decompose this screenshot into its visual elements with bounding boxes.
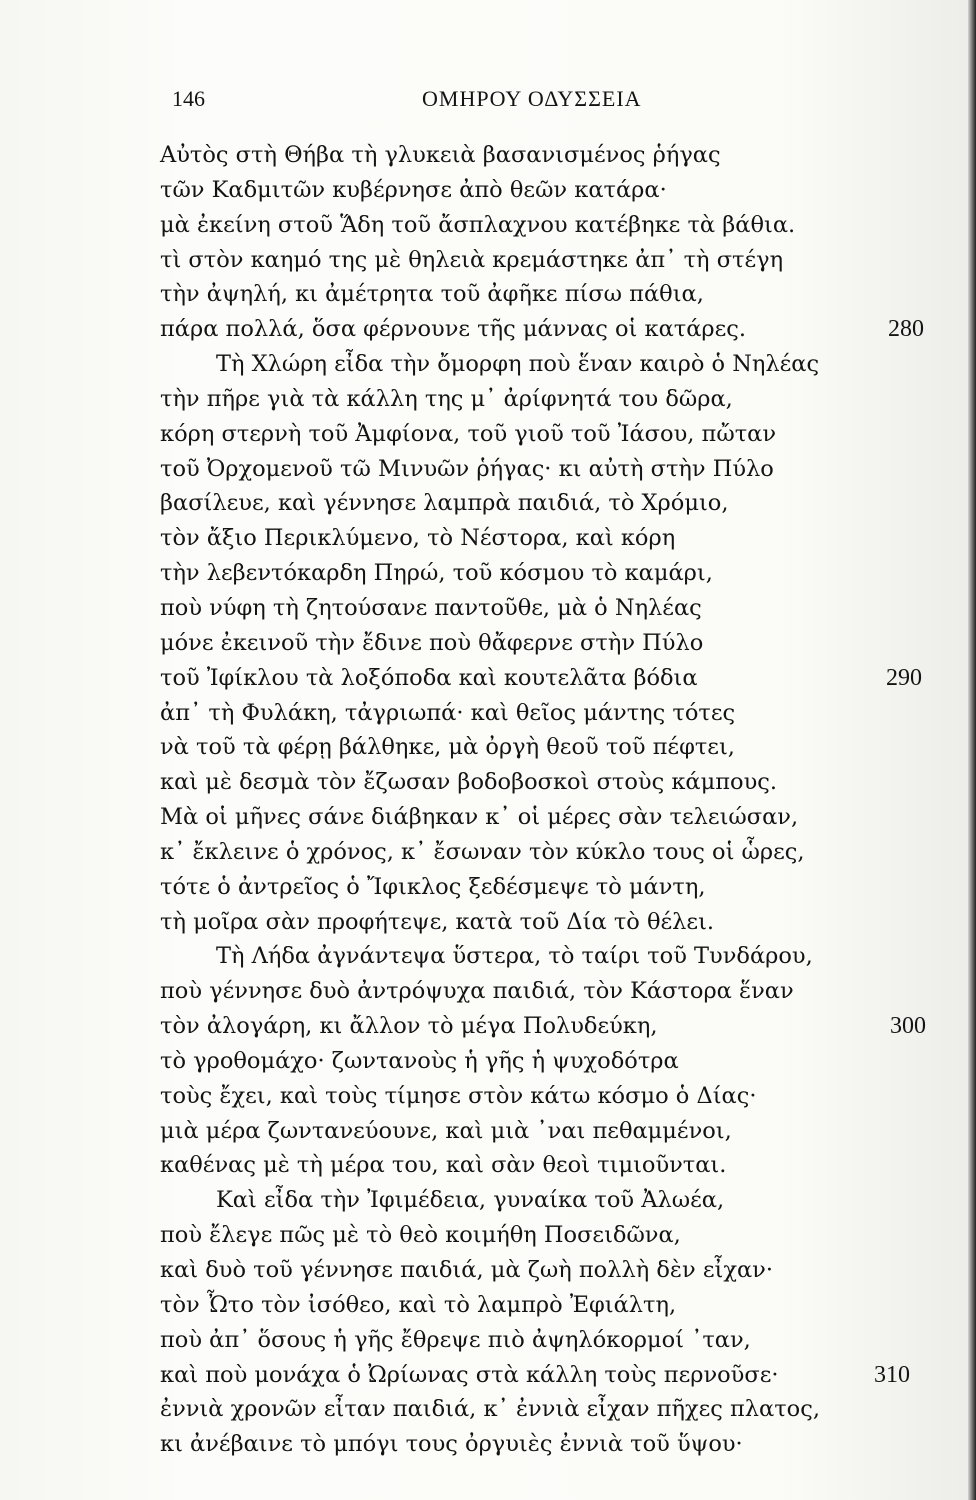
running-title: ΟΜΗΡΟΥ ΟΔΥΣΣΕΙΑ — [422, 86, 642, 111]
verse-line-text: Μὰ οἱ μῆνες σάνε διάβηκαν κ᾽ οἱ μέρες σὰν τελειώσαν, — [160, 804, 799, 831]
verse-line — [160, 974, 940, 1009]
verse-line — [160, 1323, 940, 1358]
verse-line-text: τοῦ Ὀρχομενοῦ τῶ Μινυῶν ῥήγας· κι αὐτὴ στὴν Πύλο — [160, 455, 774, 482]
verse-line — [160, 835, 940, 870]
verse-line-text: τὴν ἀψηλή, κι ἀμέτρητα τοῦ ἀφῆκε πίσω πάθια, — [160, 281, 704, 308]
verse-line-text: μόνε ἐκεινοῦ τὴν ἔδινε ποὺ θἄφερνε στὴν Πύλο — [160, 629, 704, 656]
verse-line — [160, 1148, 940, 1183]
verse-line — [160, 1253, 940, 1288]
verse-line-text: τὸν Ὦτο τὸν ἰσόθεο, καὶ τὸ λαμπρὸ Ἐφιάλτη, — [160, 1291, 677, 1318]
verse-line-text: μιὰ μέρα ζωντανεύουνε, καὶ μιὰ ᾽ναι πεθαμμένοι, — [160, 1117, 732, 1144]
page-edge-shadow — [968, 0, 976, 1500]
verse-line-text: πάρα πολλά, ὅσα φέρνουνε τῆς μάννας οἱ κατάρες. — [160, 316, 747, 343]
verse-line-text: ποὺ ἀπ᾽ ὅσους ἡ γῆς ἔθρεψε πιὸ ἀψηλόκορμοί ᾽ταν, — [160, 1326, 751, 1353]
verse-line-text: τὶ στὸν καημό της μὲ θηλειὰ κρεμάστηκε ἀπ᾽ τὴ στέγη — [160, 246, 784, 273]
line-number: 300 — [890, 1013, 926, 1040]
verse-line-text: Τὴ Λήδα ἀγνάντεψα ὕστερα, τὸ ταίρι τοῦ Τυνδάρου, — [216, 943, 813, 970]
verse-line — [160, 765, 940, 800]
verse-line-text: βασίλευε, καὶ γέννησε λαμπρὰ παιδιά, τὸ Χρόμιο, — [160, 490, 729, 517]
verse-line — [160, 1392, 940, 1427]
line-number: 280 — [888, 316, 924, 343]
verse-line — [160, 347, 940, 382]
verse-line — [160, 1218, 940, 1253]
line-number: 310 — [874, 1361, 910, 1388]
verse-line-text: κι ἀνέβαινε τὸ μπόγι τους ὀργυιὲς ἐννιὰ τοῦ ὕψου· — [160, 1431, 743, 1458]
verse-line — [160, 138, 940, 173]
verse-line-text: τὸ γροθομάχο· ζωντανοὺς ἡ γῆς ἡ ψυχοδότρα — [160, 1047, 679, 1074]
verse-line — [160, 1427, 940, 1462]
verse-line-text: τὴν πῆρε γιὰ τὰ κάλλη της μ᾽ ἀρίφνητά του δῶρα, — [160, 385, 733, 412]
verse-line — [160, 661, 940, 696]
verse-line — [160, 1079, 940, 1114]
verse-line-text: Τὴ Χλώρη εἶδα τὴν ὄμορφη ποὺ ἕναν καιρὸ ὁ Νηλέας — [216, 351, 820, 378]
verse-line — [160, 1044, 940, 1079]
verse-line-text: καὶ ποὺ μονάχα ὁ Ὠρίωνας στὰ κάλλη τοὺς περνοῦσε· — [160, 1361, 779, 1388]
page-number: 146 — [172, 86, 205, 111]
verse-line — [160, 208, 940, 243]
verse-line-text: νὰ τοῦ τὰ φέρῃ βάλθηκε, μὰ ὀργὴ θεοῦ τοῦ πέφτει, — [160, 734, 735, 761]
verse-line-text: τὴ μοῖρα σὰν προφήτεψε, κατὰ τοῦ Δία τὸ θέλει. — [160, 908, 715, 935]
verse-line — [160, 556, 940, 591]
verse-line — [160, 486, 940, 521]
verse-line-text: τὴν λεβεντόκαρδη Πηρώ, τοῦ κόσμου τὸ καμάρι, — [160, 560, 713, 587]
verse-line-text: τὸν ἀλογάρη, κι ἄλλον τὸ μέγα Πολυδεύκη, — [160, 1013, 658, 1040]
verse-line — [160, 939, 940, 974]
verse-line-text: τὸν ἄξιο Περικλύμενο, τὸ Νέστορα, καὶ κόρη — [160, 525, 676, 552]
verse-line — [160, 173, 940, 208]
verse-line — [160, 626, 940, 661]
verse-line-text: ποὺ νύφη τὴ ζητούσανε παντοῦθε, μὰ ὁ Νηλέας — [160, 594, 702, 621]
verse-line-text: τοῦ Ἰφίκλου τὰ λοξόποδα καὶ κουτελᾶτα βόδια — [160, 664, 698, 691]
verse-line-text: καὶ μὲ δεσμὰ τὸν ἔζωσαν βοδοβοσκοὶ στοὺς κάμπους. — [160, 769, 778, 796]
verse-line-text: τῶν Καδμιτῶν κυβέρνησε ἀπὸ θεῶν κατάρα· — [160, 176, 667, 203]
verse-line-text: κόρη στερνὴ τοῦ Ἀμφίονα, τοῦ γιοῦ τοῦ Ἰάσου, πὤταν — [160, 420, 777, 447]
verse-line-text: ἀπ᾽ τὴ Φυλάκη, τἀγριωπά· καὶ θεῖος μάντης τότες — [160, 699, 736, 726]
verse-line-text: ποὺ γέννησε δυὸ ἀντρόψυχα παιδιά, τὸν Κάστορα ἕναν — [160, 978, 794, 1005]
verse-line — [160, 452, 940, 487]
verse-line — [160, 312, 940, 347]
verse-line-text: ἐννιὰ χρονῶν εἶταν παιδιά, κ᾽ ἐννιὰ εἶχαν πῆχες πλατος, — [160, 1396, 820, 1423]
verse-line-text: τότε ὁ ἀντρεῖος ὁ Ἴφικλος ξεδέσμεψε τὸ μάντη, — [160, 873, 706, 900]
verse-line-text: τοὺς ἔχει, καὶ τοὺς τίμησε στὸν κάτω κόσμο ὁ Δίας· — [160, 1082, 757, 1109]
verse-line — [160, 521, 940, 556]
line-number: 290 — [886, 664, 922, 691]
verse-line — [160, 730, 940, 765]
verse-line — [160, 905, 940, 940]
verse-line-text: καθένας μὲ τὴ μέρα του, καὶ σὰν θεοὶ τιμιοῦνται. — [160, 1152, 727, 1179]
verse-line-text: Αὐτὸς στὴ Θήβα τὴ γλυκειὰ βασανισμένος ῥήγας — [160, 142, 721, 168]
verse-line — [160, 417, 940, 452]
verse-line — [160, 277, 940, 312]
verse-line — [160, 1358, 940, 1393]
verse-line — [160, 591, 940, 626]
verse-line-text: ποὺ ἔλεγε πῶς μὲ τὸ θεὸ κοιμήθη Ποσειδῶνα, — [160, 1222, 681, 1249]
verse-line — [160, 1114, 940, 1149]
page-header — [172, 86, 932, 116]
verse-line — [160, 870, 940, 905]
verse-line — [160, 800, 940, 835]
verse-line-text: Καὶ εἶδα τὴν Ἰφιμέδεια, γυναίκα τοῦ Ἀλωέα, — [216, 1187, 725, 1214]
verse-line-text: καὶ δυὸ τοῦ γέννησε παιδιά, μὰ ζωὴ πολλὴ δὲν εἶχαν· — [160, 1257, 773, 1283]
verse-line-text: μὰ ἐκείνη στοῦ Ἅδη τοῦ ἄσπλαχνου κατέβηκε τὰ βάθια. — [160, 211, 796, 238]
verse-line-text: κ᾽ ἔκλεινε ὁ χρόνος, κ᾽ ἔσωναν τὸν κύκλο τους οἱ ὧρες, — [160, 838, 805, 865]
verse-line — [160, 1183, 940, 1218]
verse-line — [160, 243, 940, 278]
verse-line — [160, 382, 940, 417]
verse-line — [160, 696, 940, 731]
verse-line — [160, 1288, 940, 1323]
verse-text — [160, 138, 940, 1462]
verse-line — [160, 1009, 940, 1044]
